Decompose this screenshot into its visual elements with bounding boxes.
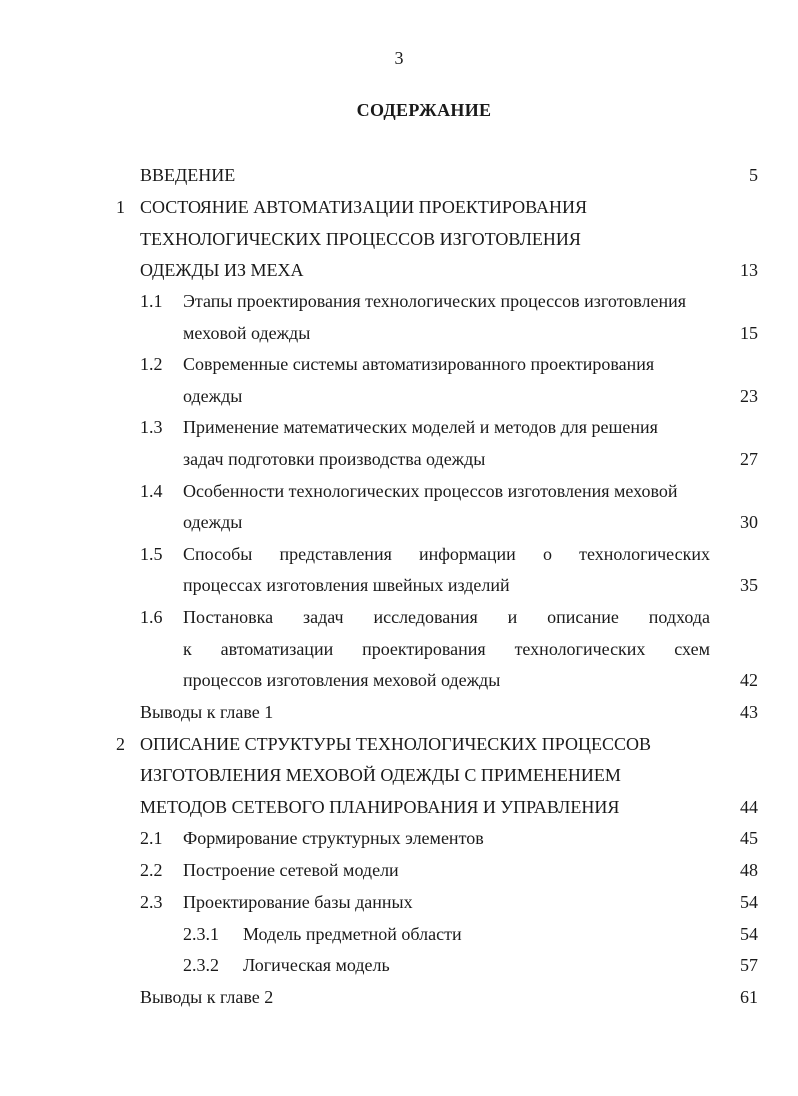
toc-section-number: 2.3 [140,892,163,912]
toc-entry-text: СОСТОЯНИЕ АВТОМАТИЗАЦИИ ПРОЕКТИРОВАНИЯ [140,197,587,217]
toc-section-number: 2.1 [140,828,163,848]
toc-section-number: 1.1 [140,291,163,311]
toc-entry-page: 54 [740,924,758,944]
toc-conclusion-1 [0,699,798,725]
toc-section-1-2 [0,351,798,377]
toc-entry-page: 44 [740,797,758,817]
toc-word: автоматизации [220,639,334,659]
toc-entry-text-justified [183,604,710,630]
toc-entry-page: 27 [740,449,758,469]
toc-entry-text: ИЗГОТОВЛЕНИЯ МЕХОВОЙ ОДЕЖДЫ С ПРИМЕНЕНИЕМ [140,765,621,785]
toc-entry-page: 42 [740,670,758,690]
toc-section-1-3-cont [0,446,798,472]
toc-entry-page: 54 [740,892,758,912]
toc-entry-page: 13 [740,260,758,280]
toc-word: Постановка [183,607,274,627]
toc-entry-text: ОПИСАНИЕ СТРУКТУРЫ ТЕХНОЛОГИЧЕСКИХ ПРОЦЕССОВ [140,734,652,754]
toc-entry-page: 5 [749,165,758,185]
toc-word: Способы [183,544,253,564]
toc-chapter-1-cont [0,226,798,252]
toc-section-1-6-cont [0,636,798,662]
toc-chapter-2-cont [0,762,798,788]
toc-entry-page: 35 [740,575,758,595]
toc-entry-page: 48 [740,860,758,880]
toc-word: описание [547,607,619,627]
toc-word: подхода [648,607,710,627]
toc-entry-text: процессах изготовления швейных изделий [183,575,510,595]
toc-conclusion-2 [0,984,798,1010]
toc-entry-page: 43 [740,702,758,722]
toc-entry-text: ВВЕДЕНИЕ [140,165,236,185]
toc-word: и [507,607,518,627]
toc-section-1-4-cont [0,509,798,535]
toc-entry-text: Применение математических моделей и методов для решения [183,417,658,437]
toc-word: технологических [514,639,646,659]
toc-entry-text: Этапы проектирования технологических процессов изготовления [183,291,686,311]
toc-chapter-number: 1 [116,197,125,217]
toc-section-1-3 [0,414,798,440]
toc-entry-text: Формирование структурных элементов [183,828,484,848]
toc-section-1-6 [0,604,798,630]
toc-entry-page: 45 [740,828,758,848]
toc-section-1-5 [0,541,798,567]
toc-section-number: 1.3 [140,417,163,437]
toc-section-number: 1.6 [140,607,163,627]
toc-word: проектирования [362,639,486,659]
toc-word: представления [279,544,392,564]
toc-word: информации [419,544,516,564]
toc-word: исследования [373,607,478,627]
toc-section-number: 1.4 [140,481,163,501]
toc-entry-page: 57 [740,955,758,975]
toc-section-1-4 [0,478,798,504]
toc-entry-text-justified [183,636,710,662]
toc-entry-page: 23 [740,386,758,406]
toc-chapter-2 [0,731,798,757]
page-title: СОДЕРЖАНИЕ [356,100,492,120]
toc-section-number: 1.2 [140,354,163,374]
toc-section-2-2 [0,857,798,883]
toc-entry-text: Выводы к главе 2 [140,987,274,1007]
toc-entry-text-justified [183,541,710,567]
toc-section-1-6-cont [0,667,798,693]
page-number: 3 [394,48,404,68]
toc-entry-text: ОДЕЖДЫ ИЗ МЕХА [140,260,304,280]
toc-entry-text: одежды [183,512,243,532]
toc-chapter-number: 2 [116,734,125,754]
toc-entry-text: меховой одежды [183,323,311,343]
toc-entry-page: 61 [740,987,758,1007]
toc-section-1-1-cont [0,320,798,346]
toc-entry-text: процессов изготовления меховой одежды [183,670,501,690]
toc-subsection-2-3-2 [0,952,798,978]
toc-chapter-1-cont [0,257,798,283]
toc-word: задач [302,607,344,627]
toc-entry-text: ТЕХНОЛОГИЧЕСКИХ ПРОЦЕССОВ ИЗГОТОВЛЕНИЯ [140,229,581,249]
toc-word: технологических [579,544,710,564]
toc-entry-text: Модель предметной области [243,924,462,944]
toc-entry-text: Построение сетевой модели [183,860,399,880]
toc-entry-page: 30 [740,512,758,532]
toc-entry-text: МЕТОДОВ СЕТЕВОГО ПЛАНИРОВАНИЯ И УПРАВЛЕНИЯ [140,797,620,817]
toc-subsection-number: 2.3.2 [183,955,219,975]
toc-entry-text: Проектирование базы данных [183,892,413,912]
toc-section-2-3 [0,889,798,915]
toc-section-1-2-cont [0,383,798,409]
toc-entry-text: Современные системы автоматизированного проектирования [183,354,655,374]
toc-entry-page: 15 [740,323,758,343]
toc-entry-text: Особенности технологических процессов изготовления меховой [183,481,678,501]
toc-word: схем [674,639,710,659]
toc-word: к [183,639,192,659]
toc-subsection-2-3-1 [0,921,798,947]
toc-section-number: 1.5 [140,544,163,564]
toc-entry-text: одежды [183,386,243,406]
toc-entry-intro [0,162,798,188]
toc-word: о [542,544,552,564]
toc-section-1-1 [0,288,798,314]
toc-entry-text: задач подготовки производства одежды [183,449,486,469]
toc-entry-text: Логическая модель [243,955,390,975]
toc-section-1-5-cont [0,572,798,598]
toc-section-2-1 [0,825,798,851]
toc-entry-text: Выводы к главе 1 [140,702,274,722]
toc-section-number: 2.2 [140,860,163,880]
toc-chapter-1 [0,194,798,220]
toc-chapter-2-cont [0,794,798,820]
toc-subsection-number: 2.3.1 [183,924,219,944]
